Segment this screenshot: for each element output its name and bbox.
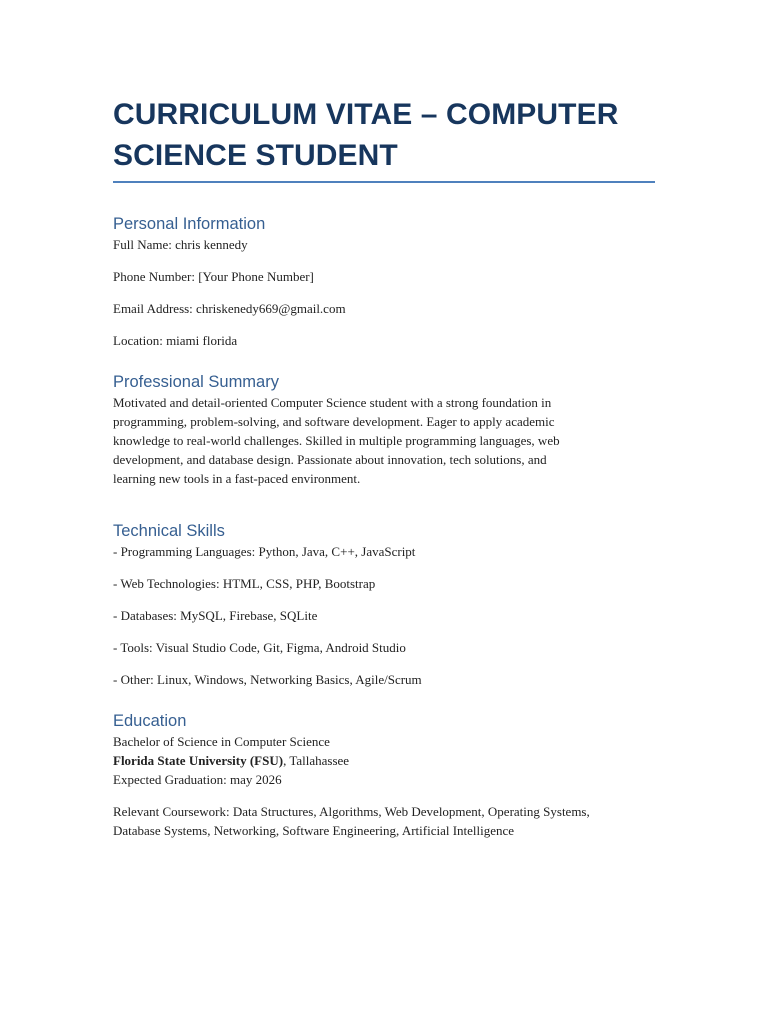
university-line [113,751,655,770]
coursework-line: Relevant Coursework: Data Structures, Algorithms, Web Development, Operating Systems, [113,804,590,819]
title-line-2: SCIENCE STUDENT [113,139,398,172]
university-location: , Tallahassee [283,753,350,768]
skill-item: - Databases: MySQL, Firebase, SQLite [113,608,318,623]
section-heading-education: Education [113,712,187,730]
university-name: Florida State University (FSU) [113,753,284,768]
summary-section [113,371,655,488]
email-address: Email Address: chriskenedy669@gmail.com [113,301,346,316]
section-heading-personal: Personal Information [113,215,266,233]
personal-info-section [113,213,655,350]
skill-item: - Other: Linux, Windows, Networking Basics, Agile/Scrum [113,672,422,687]
graduation-date: Expected Graduation: may 2026 [113,772,282,787]
coursework-line: Database Systems, Networking, Software Engineering, Artificial Intelligence [113,823,515,838]
skill-item: - Programming Languages: Python, Java, C++, JavaScript [113,544,416,559]
summary-line: learning new tools in a fast-paced environment. [113,471,361,486]
summary-line: Motivated and detail-oriented Computer Science student with a strong foundation in [113,395,552,410]
degree: Bachelor of Science in Computer Science [113,734,330,749]
skill-item: - Tools: Visual Studio Code, Git, Figma, Android Studio [113,640,406,655]
summary-line: development, and database design. Passionate about innovation, tech solutions, and [113,452,547,467]
skill-item: - Web Technologies: HTML, CSS, PHP, Bootstrap [113,576,376,591]
summary-paragraph [113,393,655,488]
coursework [113,802,655,840]
phone-number: Phone Number: [Your Phone Number] [113,269,314,284]
section-heading-summary: Professional Summary [113,373,279,391]
skills-section [113,520,655,689]
summary-line: knowledge to real-world challenges. Skilled in multiple programming languages, web [113,433,560,448]
location: Location: miami florida [113,333,238,348]
section-heading-skills: Technical Skills [113,522,225,540]
document-title [113,94,655,176]
title-line-1: CURRICULUM VITAE – COMPUTER [113,98,619,131]
full-name: Full Name: chris kennedy [113,237,248,252]
title-underline [113,181,655,183]
summary-line: programming, problem-solving, and software development. Eager to apply academic [113,414,555,429]
education-section [113,710,655,840]
